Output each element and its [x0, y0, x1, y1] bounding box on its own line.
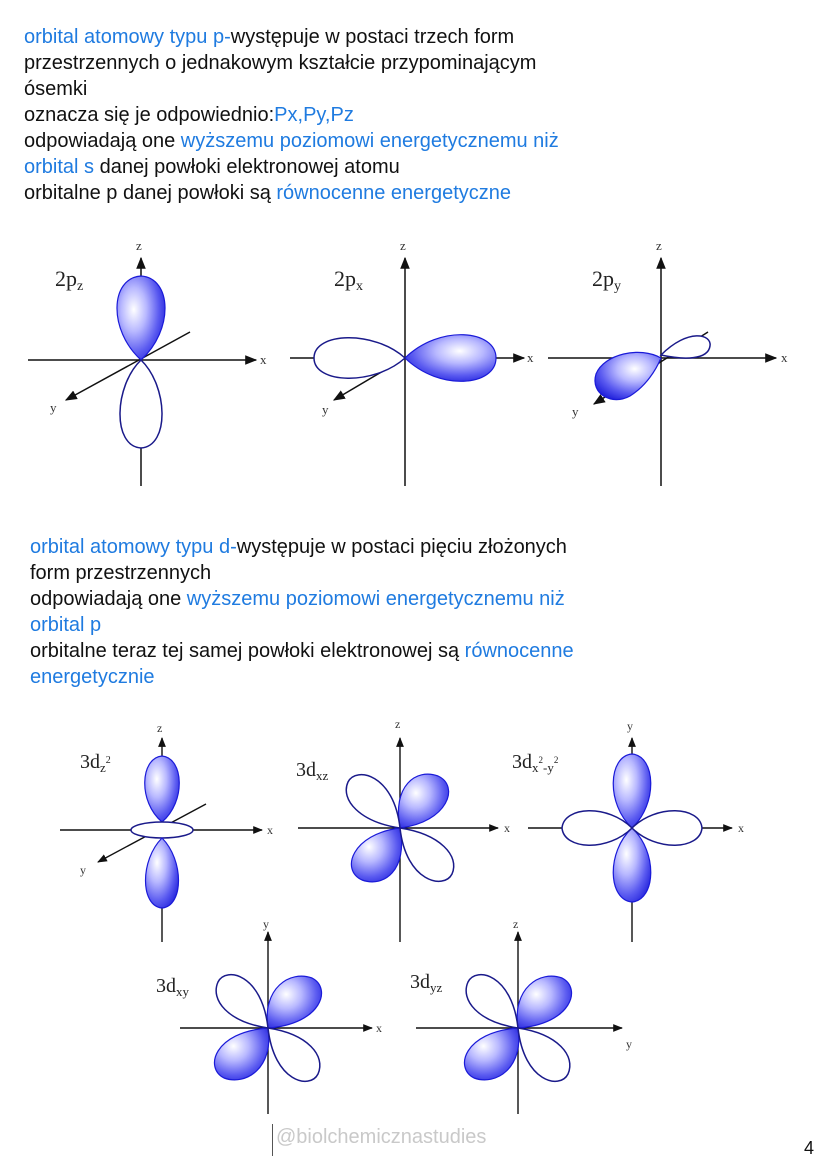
p-line-2: przestrzennych o jednakowym kształcie przypominającym: [24, 52, 537, 74]
z-axis-label: z: [513, 917, 519, 931]
p-line-4-highlight: Px,Py,Pz: [274, 104, 354, 126]
upper-lobe: [145, 756, 180, 822]
lobe-lower-right: [268, 1028, 320, 1081]
y-axis-label: y: [263, 917, 269, 931]
p-line-5-highlight: wyższemu poziomowi energetycznemu niż: [180, 130, 559, 152]
lobe-upper-left: [346, 775, 400, 828]
x-axis-label: x: [376, 1021, 382, 1035]
lobe-upper-left: [466, 975, 518, 1028]
orbital-3dx2-y2: [512, 719, 744, 942]
p-line-7: [24, 180, 559, 206]
y-axis-label: y: [80, 863, 86, 877]
d-line-3-highlight: wyższemu poziomowi energetycznemu niż: [186, 588, 565, 610]
orbital-label: $3d_z^2$: [80, 751, 111, 775]
lower-lobe: [120, 360, 162, 448]
lobe-lower-right: [518, 1028, 570, 1081]
lobe-upper-left: [216, 975, 268, 1028]
p-line-1: [24, 24, 559, 50]
lobe-lower-left: [351, 828, 401, 882]
p-line-6-highlight: orbital s: [24, 156, 95, 178]
p-line-6: [24, 154, 559, 180]
lobe-lower-right: [400, 828, 454, 881]
lobe-left: [562, 811, 632, 846]
orbital-label: $3d_{xy}$: [156, 975, 189, 999]
x-axis-label: x: [781, 350, 788, 365]
right-lobe: [405, 335, 496, 382]
watermark: @biolchemicznastudies: [276, 1126, 487, 1148]
p-line-4: [24, 102, 559, 128]
x-axis-label: x: [738, 821, 744, 835]
d-line-1-text: występuje w postaci pięciu złożonych: [236, 536, 567, 558]
orbital-label: 2px: [334, 266, 363, 294]
p-line-5: [24, 128, 559, 154]
p-line-1-highlight: orbital atomowy typu p-: [24, 26, 231, 48]
y-axis-label: y: [322, 402, 329, 417]
d-line-5: [30, 638, 574, 664]
p-line-7-highlight: równocenne energetyczne: [276, 182, 511, 204]
front-lobe: [595, 352, 661, 399]
p-line-1-text: występuje w postaci trzech form: [230, 26, 515, 48]
y-axis-label: y: [626, 1037, 632, 1051]
orbital-label: $3d_{yz}$: [410, 971, 443, 995]
orbital-2pz: [28, 238, 267, 486]
x-axis-label: x: [527, 350, 534, 365]
lobe-right: [632, 811, 702, 846]
d-line-1-highlight: orbital atomowy typu d-: [30, 536, 237, 558]
lobe-top: [613, 754, 651, 828]
back-lobe: [661, 336, 710, 358]
axis-stub-line: [272, 1124, 273, 1156]
z-axis-label: z: [157, 721, 163, 735]
p-line-5-text: odpowiadają one: [24, 130, 181, 152]
z-axis-label: z: [656, 238, 662, 253]
orbital-2py: [548, 238, 788, 486]
orbital-label: 2py: [592, 266, 621, 294]
y-axis-label: y: [627, 719, 633, 733]
x-axis-label: x: [267, 823, 273, 837]
x-axis-label: x: [504, 821, 510, 835]
orbital-2px: [290, 238, 534, 486]
p-orbitals-figure: [0, 228, 828, 498]
z-axis-label: z: [136, 238, 142, 253]
y-axis-label: y: [50, 400, 57, 415]
d-line-5-highlight: równocenne: [464, 640, 574, 662]
upper-lobe: [117, 276, 165, 360]
orbital-3dyz: [410, 917, 632, 1114]
d-line-3-text: odpowiadają one: [30, 588, 187, 610]
orbital-3dz2: [60, 721, 273, 942]
lobe-upper-right: [517, 976, 571, 1028]
lobe-lower-left: [214, 1028, 268, 1080]
p-line-6-text: danej powłoki elektronowej atomu: [94, 156, 400, 178]
lobe-bottom: [613, 828, 651, 902]
d-line-6: energetycznie: [30, 666, 155, 688]
p-orbital-description: [24, 24, 559, 206]
lobe-upper-right: [398, 774, 448, 828]
d-line-4: orbital p: [30, 614, 102, 636]
left-lobe: [314, 338, 405, 379]
lobe-upper-right: [267, 976, 321, 1028]
x-axis-label: x: [260, 352, 267, 367]
d-orbital-description: [30, 534, 574, 690]
orbital-label: $3d_{xz}$: [296, 759, 329, 783]
d-line-3: [30, 586, 574, 612]
z-axis-label: z: [400, 238, 406, 253]
p-line-4-text: oznacza się je odpowiednio:: [24, 104, 275, 126]
d-line-1: [30, 534, 574, 560]
d-orbitals-figure: [0, 714, 828, 1114]
y-axis-label: y: [572, 404, 579, 419]
p-line-7-text: orbitalne p danej powłoki są: [24, 182, 277, 204]
torus-ring: [131, 822, 193, 838]
orbital-label: 2pz: [55, 266, 84, 294]
lobe-lower-left: [464, 1028, 518, 1080]
d-line-5-text: orbitalne teraz tej samej powłoki elektronowej są: [30, 640, 465, 662]
z-axis-label: z: [395, 717, 401, 731]
p-line-3: ósemki: [24, 78, 88, 100]
orbital-label: $3d_x^2_{-y}^2$: [512, 751, 559, 775]
d-line-2: form przestrzennych: [30, 562, 212, 584]
orbital-3dxz: [296, 717, 510, 942]
page-number: 4: [804, 1138, 815, 1158]
lower-lobe: [146, 838, 179, 908]
orbital-3dxy: [156, 917, 382, 1114]
